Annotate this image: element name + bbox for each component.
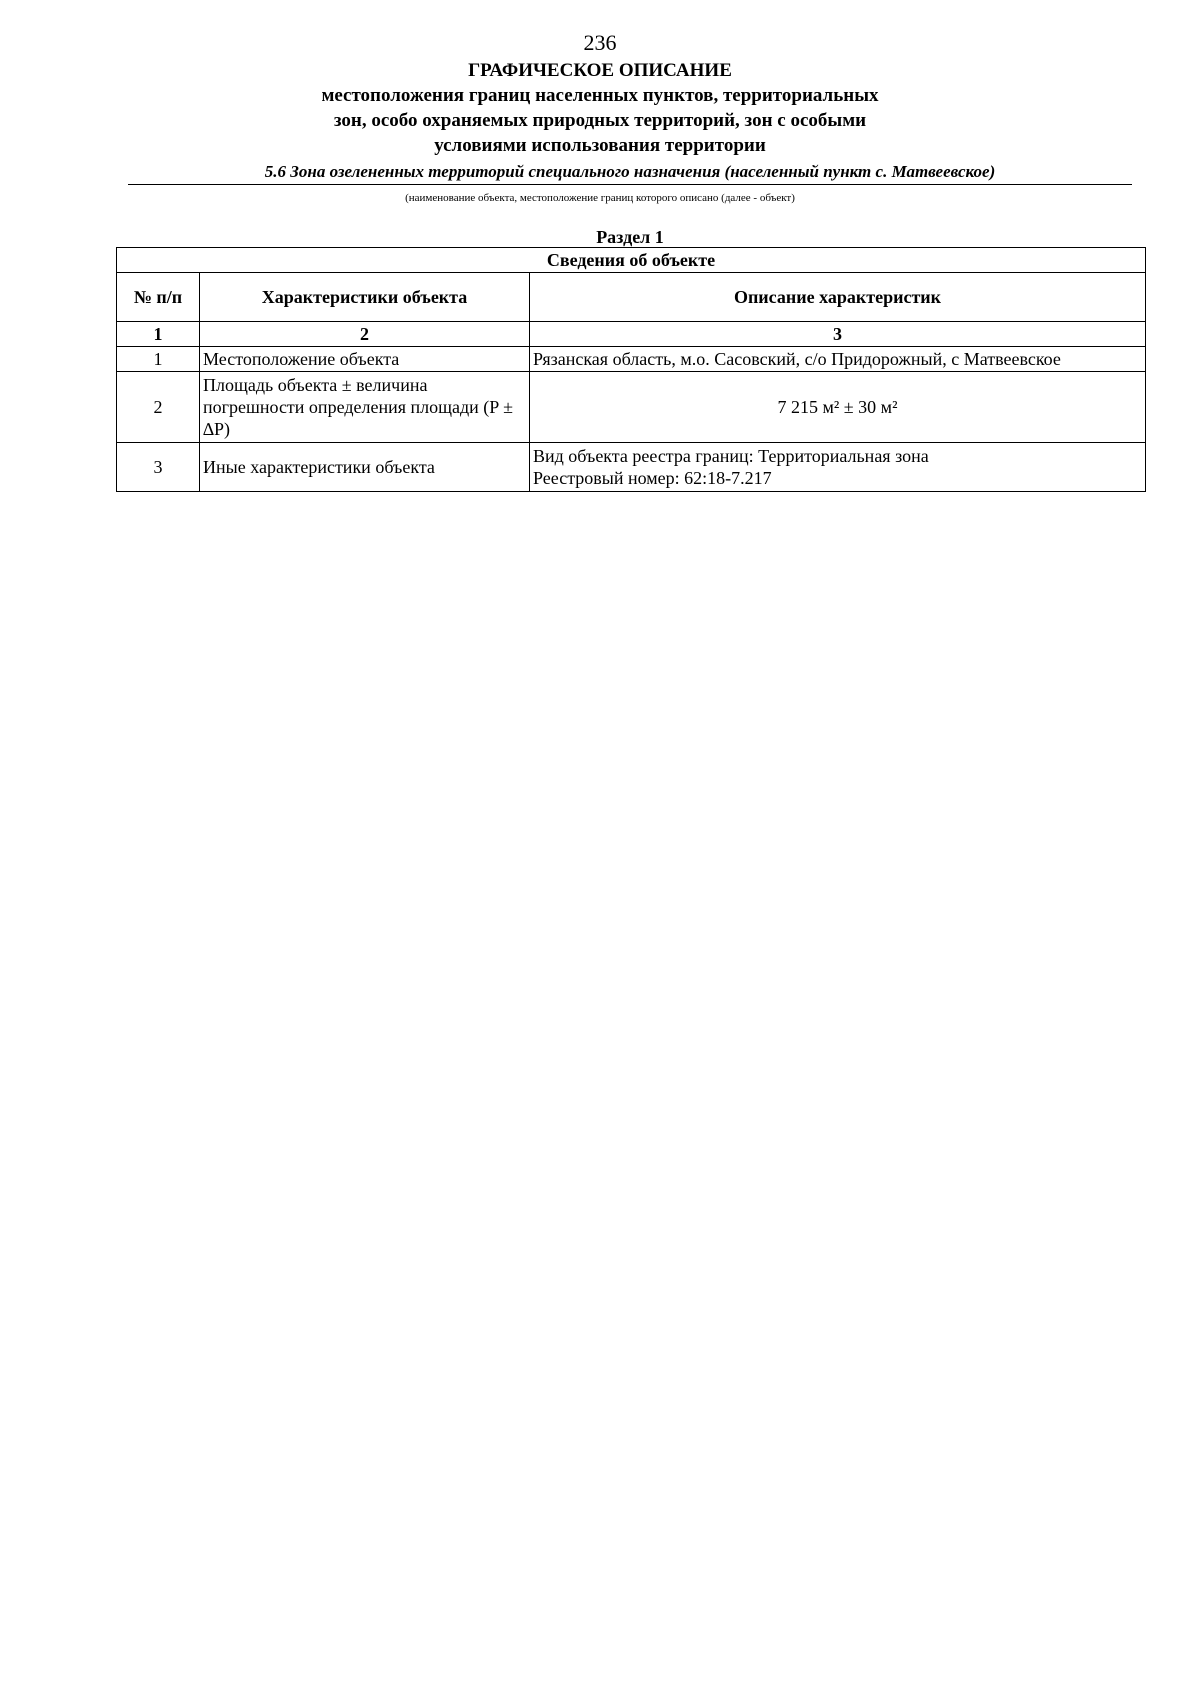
table-row bbox=[117, 347, 1146, 372]
row-number: 3 bbox=[117, 443, 200, 492]
document-header bbox=[0, 58, 1200, 158]
description-line: Реестровый номер: 62:18-7.217 bbox=[533, 468, 772, 488]
table-caption-row bbox=[117, 248, 1146, 273]
document-subtitle-line: зон, особо охраняемых природных территорий, зон с особыми bbox=[333, 110, 867, 131]
row-characteristic: Площадь объекта ± величина погрешности определения площади (P ± ∆P) bbox=[200, 372, 530, 443]
row-characteristic: Иные характеристики объекта bbox=[200, 443, 530, 492]
table-row bbox=[117, 372, 1146, 443]
column-number: 1 bbox=[117, 322, 200, 347]
table-row bbox=[117, 443, 1146, 492]
row-number: 2 bbox=[117, 372, 200, 443]
document-subtitle-line: условиями использования территории bbox=[434, 135, 766, 156]
section-title: Раздел 1 bbox=[596, 227, 664, 247]
object-name-field bbox=[128, 161, 1132, 185]
column-header-description: Описание характеристик bbox=[530, 273, 1146, 322]
row-description bbox=[530, 443, 1146, 492]
page-number: 236 bbox=[583, 30, 617, 55]
column-number-row bbox=[117, 322, 1146, 347]
row-description: Рязанская область, м.о. Сасовский, с/о Придорожный, с Матвеевское bbox=[530, 347, 1146, 372]
description-line: Вид объекта реестра границ: Территориальная зона bbox=[533, 446, 929, 466]
row-number: 1 bbox=[117, 347, 200, 372]
object-name: 5.6 Зона озелененных территорий специального назначения (населенный пункт с. Матвеевское) bbox=[264, 162, 996, 181]
object-info-table bbox=[116, 247, 1146, 492]
column-number: 2 bbox=[200, 322, 530, 347]
table-header-row bbox=[117, 273, 1146, 322]
row-characteristic: Местоположение объекта bbox=[200, 347, 530, 372]
row-description: 7 215 м² ± 30 м² bbox=[530, 372, 1146, 443]
document-subtitle-line: местоположения границ населенных пунктов, территориальных bbox=[321, 85, 879, 106]
table-caption: Сведения об объекте bbox=[117, 248, 1146, 273]
object-name-caption: (наименование объекта, местоположение границ которого описано (далее - объект) bbox=[405, 192, 795, 204]
document-title: ГРАФИЧЕСКОЕ ОПИСАНИЕ bbox=[468, 60, 732, 81]
column-number: 3 bbox=[530, 322, 1146, 347]
column-header-num: № п/п bbox=[117, 273, 200, 322]
column-header-characteristics: Характеристики объекта bbox=[200, 273, 530, 322]
